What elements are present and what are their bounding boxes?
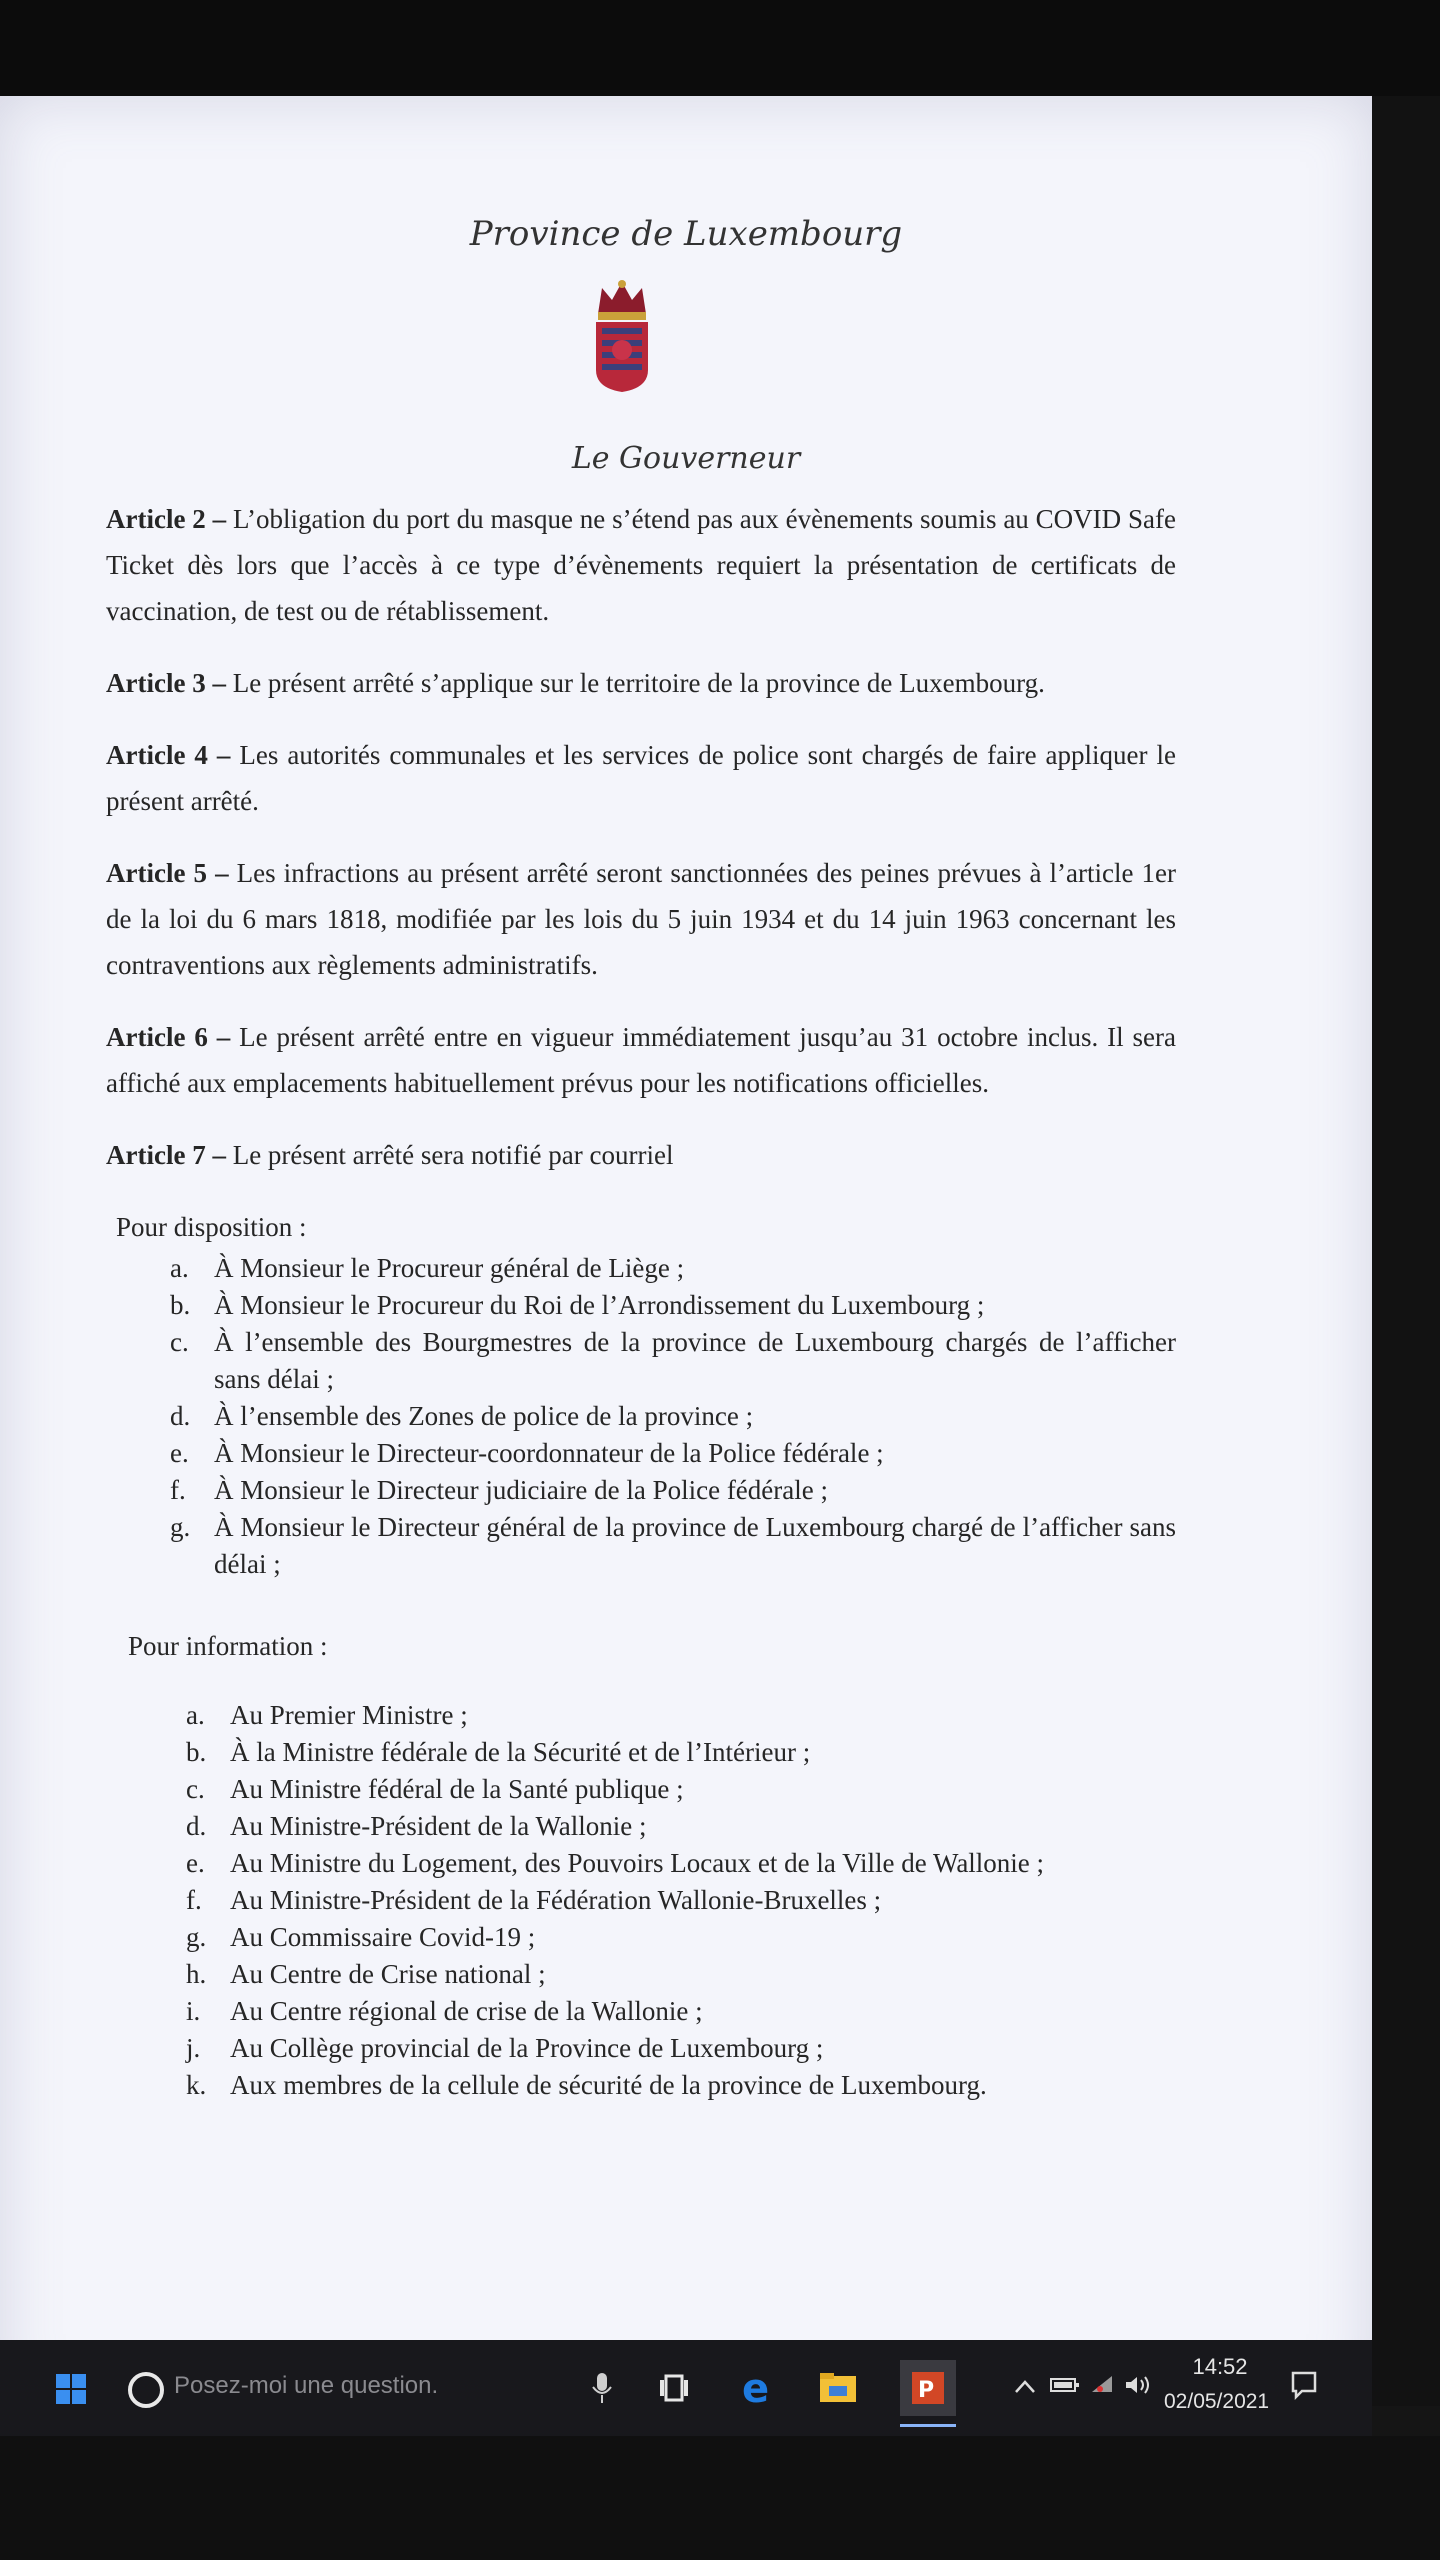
monitor-bezel-top — [0, 0, 1440, 100]
list-marker: a. — [170, 1253, 189, 1283]
list-item-text: Au Collège provincial de la Province de Luxembourg ; — [230, 2033, 824, 2063]
list-marker: g. — [186, 1922, 207, 1952]
list-item — [170, 1287, 1176, 1324]
windows-start-icon[interactable] — [56, 2374, 86, 2404]
list-item-text: Au Commissaire Covid-19 ; — [230, 1922, 536, 1952]
monitor-bezel-bottom — [0, 2436, 1440, 2560]
list-item — [186, 1845, 1176, 1882]
article-label: Article 6 – — [106, 1022, 231, 1052]
microphone-icon[interactable] — [580, 2366, 624, 2410]
list-marker: h. — [186, 1959, 207, 1989]
information-list — [106, 1697, 1176, 2104]
task-view-icon[interactable] — [652, 2366, 696, 2410]
list-item — [186, 1956, 1176, 1993]
list-marker: e. — [186, 1848, 205, 1878]
network-icon[interactable] — [1090, 2374, 1114, 2400]
list-marker: c. — [170, 1327, 189, 1357]
list-marker: d. — [170, 1401, 191, 1431]
list-item — [186, 1771, 1176, 1808]
list-item-text: Aux membres de la cellule de sécurité de la province de Luxembourg. — [230, 2070, 987, 2100]
header-province: Province de Luxembourg — [469, 214, 903, 254]
list-item — [186, 1808, 1176, 1845]
article-label: Article 4 – — [106, 740, 231, 770]
list-marker: b. — [186, 1737, 207, 1767]
list-item — [186, 1993, 1176, 2030]
list-marker: d. — [186, 1811, 207, 1841]
list-marker: j. — [186, 2033, 201, 2063]
coat-of-arms-icon — [592, 274, 652, 394]
list-item — [186, 2030, 1176, 2067]
active-app-indicator — [900, 2424, 956, 2427]
svg-text:P: P — [918, 2378, 935, 2403]
clock-time[interactable]: 14:52 — [1192, 2354, 1248, 2379]
clock-date[interactable]: 02/05/2021 — [1164, 2390, 1270, 2413]
information-section — [106, 1623, 1176, 2104]
file-explorer-icon[interactable] — [816, 2366, 860, 2410]
document-page — [0, 96, 1372, 2406]
edge-icon[interactable] — [736, 2366, 780, 2410]
list-marker: f. — [170, 1475, 186, 1505]
list-item — [186, 1697, 1176, 1734]
list-item — [170, 1324, 1176, 1398]
information-heading: Pour information : — [128, 1631, 328, 1661]
battery-icon[interactable] — [1050, 2374, 1080, 2400]
article-paragraph — [106, 1014, 1176, 1106]
list-item-text: À la Ministre fédérale de la Sécurité et de l’Intérieur ; — [230, 1737, 811, 1767]
list-item — [186, 1882, 1176, 1919]
list-marker: k. — [186, 2070, 207, 2100]
list-item-text: À Monsieur le Directeur-coordonnateur de la Police fédérale ; — [214, 1438, 884, 1468]
disposition-heading: Pour disposition : — [116, 1212, 307, 1242]
document-body — [106, 496, 1176, 2104]
article-text: Les autorités communales et les services de police sont chargés de faire appliquer le présent arrêté. — [106, 740, 1176, 816]
search-input[interactable]: Posez-moi une question. — [174, 2372, 439, 2399]
article-paragraph — [106, 1132, 1176, 1178]
list-item-text: Au Ministre fédéral de la Santé publique ; — [230, 1774, 684, 1804]
list-item-text: Au Ministre-Président de la Fédération Wallonie-Bruxelles ; — [230, 1885, 882, 1915]
list-marker: a. — [186, 1700, 205, 1730]
section-gap — [106, 1583, 1176, 1623]
list-item-text: Au Ministre-Président de la Wallonie ; — [230, 1811, 647, 1841]
article-label: Article 5 – — [106, 858, 229, 888]
list-item-text: Au Centre de Crise national ; — [230, 1959, 546, 1989]
list-item-text: À Monsieur le Procureur du Roi de l’Arrondissement du Luxembourg ; — [214, 1290, 985, 1320]
notification-icon[interactable] — [1290, 2370, 1318, 2406]
chevron-up-icon[interactable] — [1014, 2374, 1036, 2400]
list-item-text: À l’ensemble des Bourgmestres de la province de Luxembourg chargés de l’afficher sans délai ; — [214, 1327, 1176, 1394]
screen — [0, 96, 1372, 2406]
article-text: Le présent arrêté sera notifié par courriel — [225, 1140, 674, 1170]
list-marker: g. — [170, 1512, 191, 1542]
header-gouverneur: Le Gouverneur — [571, 441, 801, 476]
article-text: Le présent arrêté s’applique sur le territoire de la province de Luxembourg. — [225, 668, 1045, 698]
list-item-text: À Monsieur le Directeur judiciaire de la Police fédérale ; — [214, 1475, 828, 1505]
article-paragraph — [106, 496, 1176, 634]
list-item-text: Au Ministre du Logement, des Pouvoirs Locaux et de la Ville de Wallonie ; — [230, 1848, 1045, 1878]
article-label: Article 3 – — [106, 668, 226, 698]
article-paragraph — [106, 850, 1176, 988]
list-item-text: Au Premier Ministre ; — [230, 1700, 468, 1730]
article-paragraph — [106, 660, 1176, 706]
list-item — [170, 1398, 1176, 1435]
article-label: Article 2 – — [106, 504, 227, 534]
list-marker: i. — [186, 1996, 201, 2026]
list-item — [170, 1509, 1176, 1583]
article-label: Article 7 – — [106, 1140, 226, 1170]
windows-taskbar — [0, 2340, 1372, 2436]
disposition-list — [106, 1250, 1176, 1583]
list-item-text: À Monsieur le Procureur général de Liège ; — [214, 1253, 685, 1283]
list-item — [170, 1435, 1176, 1472]
svg-text:e: e — [742, 2368, 770, 2408]
article-text: Le présent arrêté entre en vigueur immédiatement jusqu’au 31 octobre inclus. Il sera affiché aux emplacements habituellement prévus pour les notifications officielles. — [106, 1022, 1176, 1098]
list-item — [186, 1919, 1176, 1956]
article-text: Les infractions au présent arrêté seront sanctionnées des peines prévues à l’article 1er de la loi du 6 mars 1818, modifiée par les lois du 5 juin 1934 et du 14 juin 1963 concernant les contraventions aux règlements administratifs. — [106, 858, 1176, 980]
list-item — [186, 2067, 1176, 2104]
list-item — [170, 1250, 1176, 1287]
list-marker: f. — [186, 1885, 202, 1915]
list-marker: c. — [186, 1774, 205, 1804]
monitor-bezel-right — [1372, 96, 1440, 2406]
powerpoint-icon[interactable] — [900, 2360, 956, 2416]
list-marker: e. — [170, 1438, 189, 1468]
list-item-text: À Monsieur le Directeur général de la province de Luxembourg chargé de l’afficher sans délai ; — [214, 1512, 1176, 1579]
article-paragraph — [106, 732, 1176, 824]
disposition-section — [106, 1204, 1176, 1583]
list-item — [186, 1734, 1176, 1771]
article-text: L’obligation du port du masque ne s’étend pas aux évènements soumis au COVID Safe Ticket dès lors que l’accès à ce type d’évènements requiert la présentation de certificats de vaccination, de test ou de rétablissement. — [106, 504, 1176, 626]
cortana-icon[interactable] — [128, 2372, 164, 2408]
list-item-text: À l’ensemble des Zones de police de la province ; — [214, 1401, 754, 1431]
list-marker: b. — [170, 1290, 191, 1320]
volume-icon[interactable] — [1124, 2374, 1154, 2402]
list-item — [170, 1472, 1176, 1509]
list-item-text: Au Centre régional de crise de la Wallonie ; — [230, 1996, 703, 2026]
